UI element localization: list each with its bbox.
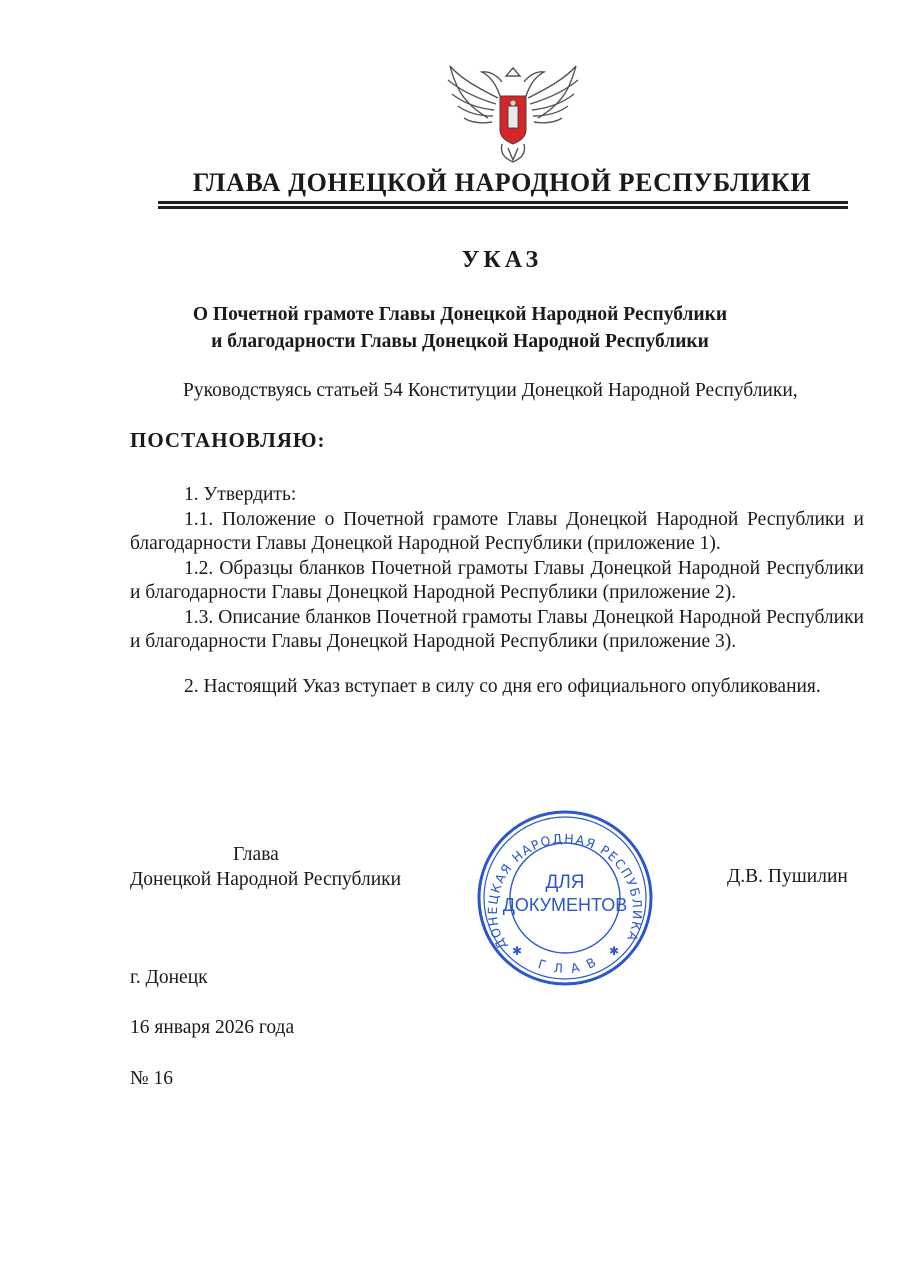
decree-body: [130, 483, 864, 699]
header-rule-bottom: [158, 206, 848, 209]
subject-line-1: О Почетной грамоте Главы Донецкой Народной Республики: [192, 304, 728, 325]
item-1-2: 1.2. Образцы бланков Почетной грамоты Главы Донецкой Народной Республики и благодарности Главы Донецкой Народной Республики (приложение 2).: [130, 557, 864, 603]
stamp-star-left: ✱: [512, 944, 523, 958]
item-1: 1. Утвердить:: [184, 484, 297, 505]
header-rule-top: [158, 201, 848, 204]
decree-title: УКАЗ: [461, 247, 543, 273]
decree-date: 16 января 2026 года: [130, 1017, 295, 1038]
decree-subject: [80, 301, 840, 355]
svg-text:ГЛАВА: [470, 808, 606, 976]
item-2: 2. Настоящий Указ вступает в силу со дня его официального опубликования.: [184, 675, 821, 697]
subject-line-2: и благодарности Главы Донецкой Народной Республики: [211, 331, 709, 352]
stamp-center-line-2: ДОКУМЕНТОВ: [502, 895, 628, 915]
coat-of-arms-emblem: [438, 58, 588, 168]
item-1-3: 1.3. Описание бланков Почетной грамоты Главы Донецкой Народной Республики и благодарности Главы Донецкой Народной Республики (приложение 3).: [130, 606, 864, 652]
position-line-1: Глава: [233, 844, 279, 865]
decree-place: г. Донецк: [130, 967, 208, 988]
stamp-star-right: ✱: [609, 944, 620, 958]
official-stamp: [470, 808, 660, 988]
signatory-name: Д.В. Пушилин: [727, 866, 848, 887]
preamble: Руководствуясь статьей 54 Конституции Донецкой Народной Республики,: [183, 380, 798, 401]
stamp-center-line-1: ДЛЯ: [545, 872, 585, 893]
position-line-2: Донецкой Народной Республики: [130, 869, 402, 890]
decree-verb: ПОСТАНОВЛЯЮ:: [130, 428, 326, 452]
item-1-1: 1.1. Положение о Почетной грамоте Главы Донецкой Народной Республики и благодарности Главы Донецкой Народной Республики (приложение 1).: [130, 508, 864, 554]
stamp-ring-label: ДОНЕЦКАЯ НАРОДНАЯ РЕСПУБЛИКА: [484, 830, 646, 952]
stamp-bottom-label: ГЛАВ: [536, 950, 607, 977]
org-title-text: ГЛАВА ДОНЕЦКОЙ НАРОДНОЙ РЕСПУБЛИКИ: [192, 168, 812, 197]
decree-number: № 16: [130, 1068, 173, 1089]
org-title: [0, 168, 904, 198]
signatory-position: [130, 842, 401, 892]
